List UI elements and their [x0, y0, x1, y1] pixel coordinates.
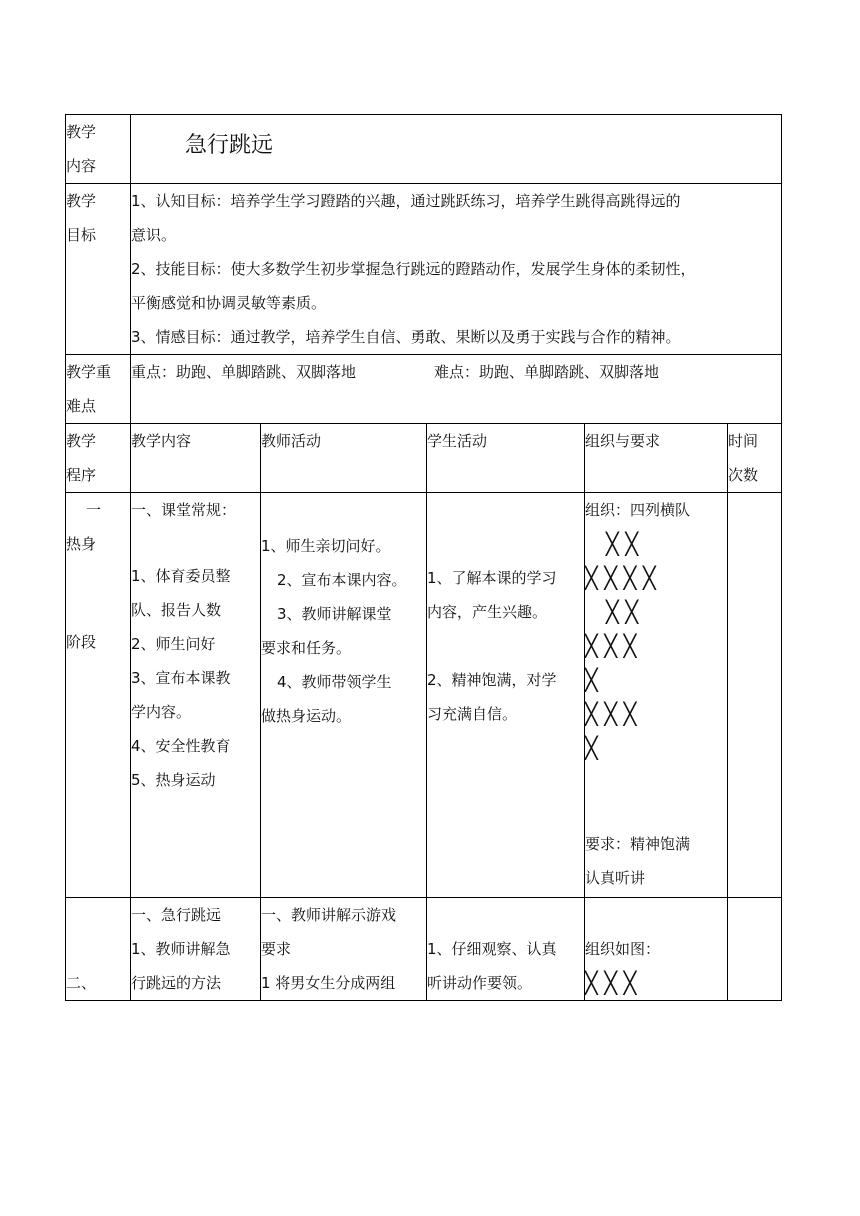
stage1-teacher: 1、师生亲切问好。 2、宣布本课内容。 3、教师讲解课堂 要求和任务。 4、教师带领学生 做热身运动。 — [261, 493, 427, 898]
stage1-time — [728, 493, 782, 898]
formation-row: ╳ ╳ ╳ — [585, 702, 637, 726]
row-key-points — [66, 355, 782, 424]
label-key-points: 教学重 难点 — [66, 355, 131, 424]
row-headers — [66, 424, 782, 493]
formation-row: ╳ — [585, 736, 598, 760]
row-teaching-goals — [66, 184, 782, 355]
header-student: 学生活动 — [427, 424, 585, 493]
stage1-procedure: 一 热身 阶段 — [66, 493, 131, 898]
label-teaching-content: 教学 内容 — [66, 115, 131, 184]
lesson-plan-table — [65, 114, 782, 1001]
header-time: 时间 次数 — [728, 424, 782, 493]
formation-row: ╳ ╳ ╳ — [585, 971, 637, 995]
lesson-title: 急行跳远 — [131, 115, 782, 184]
formation-row: ╳ — [585, 668, 598, 692]
key-points-text — [131, 355, 782, 424]
row-stage-two — [66, 898, 782, 1001]
formation-row: ╳ ╳ — [585, 600, 638, 624]
stage1-content: 一、课堂常规： 1、体育委员整 队、报告人数 2、师生问好 3、宣布本课教 学内容。 4、安全性教育 5、热身运动 — [131, 493, 261, 898]
label-teaching-goals: 教学 目标 — [66, 184, 131, 355]
goals-text: 1、认知目标：培养学生学习蹬踏的兴趣，通过跳跃练习，培养学生跳得高跳得远的 意识。 2、技能目标：使大多数学生初步掌握急行跳远的蹬踏动作，发展学生身体的柔韧性， 平衡感觉和协调灵敏等素质。 3、情感目标：通过教学，培养学生自信、勇敢、果断以及勇于实践与合作的精神。 — [131, 184, 782, 355]
header-teacher: 教师活动 — [261, 424, 427, 493]
difficult-point: 难点：助跑、单脚踏跳、双脚落地 — [434, 363, 660, 381]
header-procedure: 教学 程序 — [66, 424, 131, 493]
formation-row: ╳ ╳ — [585, 532, 638, 556]
row-teaching-content — [66, 115, 782, 184]
formation-row: ╳ ╳ ╳ ╳ — [585, 566, 656, 590]
stage1-org: 组织：四列横队 ╳ ╳ ╳ ╳ ╳ ╳ ╳ ╳ ╳ ╳ ╳ ╳ ╳ ╳ ╳ ╳ 要求：精神饱满 认真听讲 — [585, 493, 728, 898]
stage2-student: 1、仔细观察、认真 听讲动作要领。 — [427, 898, 585, 1001]
header-content: 教学内容 — [131, 424, 261, 493]
stage2-org: 组织如图： ╳ ╳ ╳ — [585, 898, 728, 1001]
row-stage-warmup — [66, 493, 782, 898]
key-point: 重点：助跑、单脚踏跳、双脚落地 — [131, 363, 357, 381]
stage2-teacher: 一、教师讲解示游戏 要求 1 将男女生分成两组 — [261, 898, 427, 1001]
stage1-student: 1、了解本课的学习 内容，产生兴趣。 2、精神饱满，对学 习充满自信。 — [427, 493, 585, 898]
stage2-content: 一、急行跳远 1、教师讲解急 行跳远的方法 — [131, 898, 261, 1001]
header-org: 组织与要求 — [585, 424, 728, 493]
stage2-procedure: 二、 — [66, 898, 131, 1001]
stage2-time — [728, 898, 782, 1001]
formation-row: ╳ ╳ ╳ — [585, 634, 637, 658]
